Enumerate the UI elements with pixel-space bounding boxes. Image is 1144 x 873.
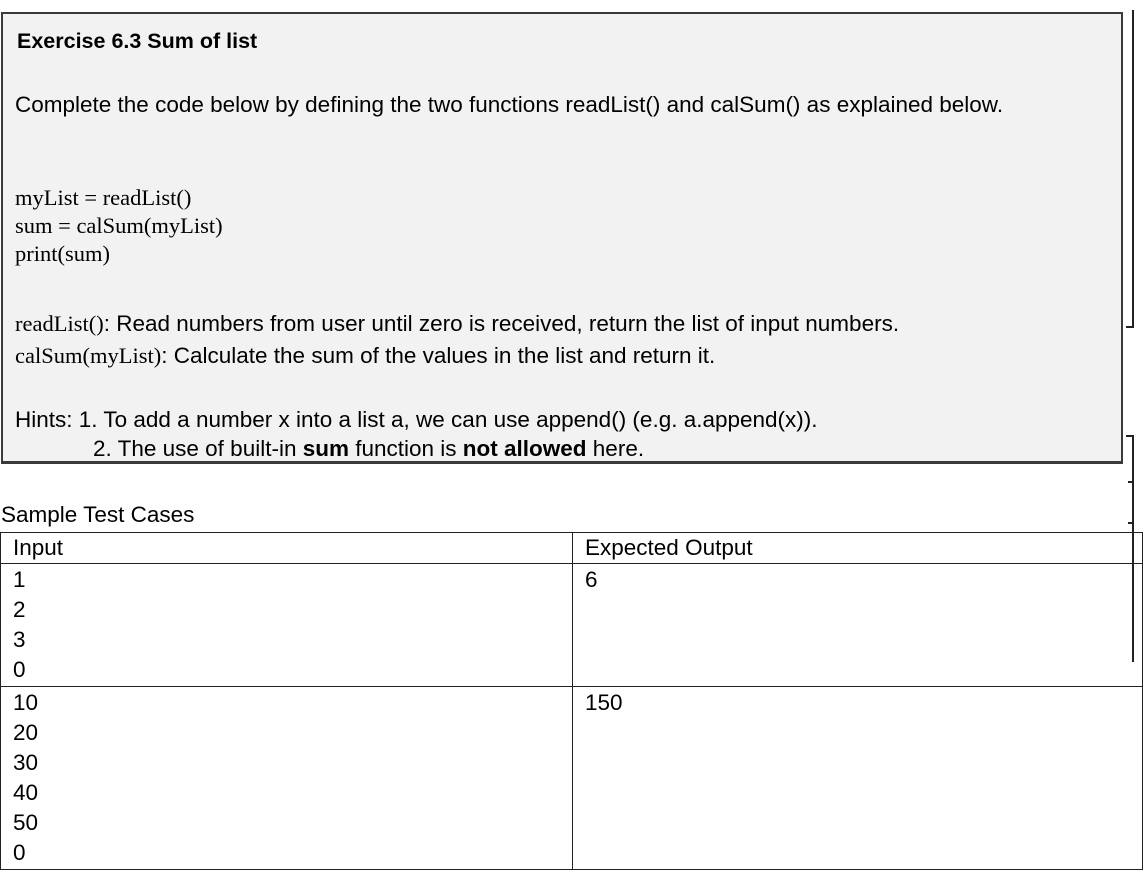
function-descriptions xyxy=(15,308,899,372)
input-value: 3 xyxy=(13,627,26,652)
hint-line-1: Hints: 1. To add a number x into a list a, we can use append() (e.g. a.append(x)). xyxy=(15,407,818,432)
margin-tick xyxy=(1126,326,1134,328)
function-name: calSum(myList) xyxy=(15,343,162,368)
input-value: 0 xyxy=(13,840,26,865)
exercise-box xyxy=(1,12,1123,464)
code-line: sum = calSum(myList) xyxy=(15,213,223,238)
input-cell xyxy=(1,564,573,687)
input-value: 20 xyxy=(13,720,39,745)
input-value: 30 xyxy=(13,750,39,775)
column-header-input: Input xyxy=(1,533,573,564)
output-cell xyxy=(573,564,1143,687)
output-value: 6 xyxy=(585,567,598,592)
input-value: 2 xyxy=(13,597,26,622)
code-line: myList = readList() xyxy=(15,185,192,210)
hint-text: 2. The use of built-in xyxy=(93,436,303,461)
function-description-calsum xyxy=(15,340,899,372)
exercise-title: Exercise 6.3 Sum of list xyxy=(17,29,258,53)
function-text: : Read numbers from user until zero is received, return the list of input numbers. xyxy=(103,311,900,336)
margin-tick xyxy=(1128,481,1134,483)
hint-line-2 xyxy=(15,434,818,463)
hint-text: here. xyxy=(586,436,645,461)
input-value: 10 xyxy=(13,690,39,715)
hint-text: function is xyxy=(348,436,463,461)
function-description-readlist xyxy=(15,308,899,340)
input-cell xyxy=(1,687,573,870)
input-value: 40 xyxy=(13,780,39,805)
code-line: print(sum) xyxy=(15,241,110,266)
sample-test-cases-title: Sample Test Cases xyxy=(1,502,195,527)
hint-emphasis: sum xyxy=(302,436,349,461)
margin-line xyxy=(1132,10,1134,328)
margin-tick xyxy=(1128,522,1134,524)
output-value: 150 xyxy=(585,690,623,715)
test-cases-table xyxy=(0,532,1143,870)
function-text: : Calculate the sum of the values in the list and return it. xyxy=(161,343,716,368)
output-cell xyxy=(573,687,1143,870)
table-row xyxy=(1,564,1143,687)
input-value: 50 xyxy=(13,810,39,835)
hint-emphasis: not allowed xyxy=(462,436,587,461)
input-value: 0 xyxy=(13,657,26,682)
table-header-row xyxy=(1,533,1143,564)
code-block xyxy=(15,184,223,268)
table-row xyxy=(1,687,1143,870)
hints xyxy=(15,405,818,463)
function-name: readList() xyxy=(15,311,104,336)
input-value: 1 xyxy=(13,567,26,592)
column-header-output: Expected Output xyxy=(573,533,1143,564)
exercise-intro: Complete the code below by defining the two functions readList() and calSum() as explained below. xyxy=(15,92,1004,117)
